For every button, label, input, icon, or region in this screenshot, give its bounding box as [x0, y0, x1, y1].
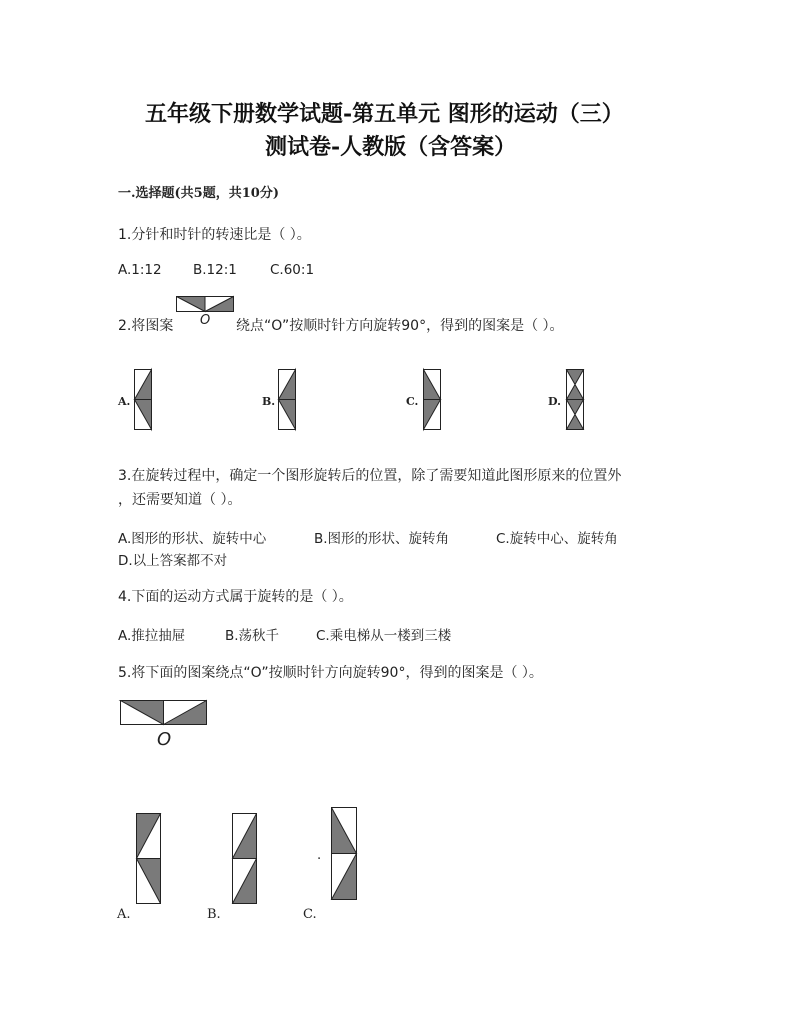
question-3-text-line1: 3.在旋转过程中，确定一个图形旋转后的位置，除了需要知道此图形原来的位置外 [118, 468, 622, 484]
question-2-pattern [176, 296, 234, 312]
question-5-option-b-figure [232, 813, 257, 905]
question-3-option-c: C.旋转中心、旋转角 [496, 531, 618, 547]
question-4-option-b: B.荡秋千 [225, 628, 280, 644]
question-1-text: 1.分针和时针的转速比是（ ）。 [118, 227, 311, 243]
question-5-option-c-label: C. [303, 907, 317, 922]
question-5-option-c-figure [331, 807, 357, 901]
question-1-option-b: B.12:1 [193, 262, 237, 278]
question-2-option-c-figure [423, 369, 441, 430]
question-4-text: 4.下面的运动方式属于旋转的是（ ）。 [118, 589, 353, 605]
question-2-text-before: 2.将图案 [118, 318, 174, 334]
question-2-option-a-label: A. [118, 395, 131, 408]
question-1-option-a: A.1:12 [118, 262, 162, 278]
question-2-option-a-figure [134, 369, 152, 430]
question-5-stray-mark: . [317, 848, 322, 863]
question-2-option-d-figure [566, 369, 584, 430]
question-3-option-a: A.图形的形状、旋转中心 [118, 531, 267, 547]
question-3-option-d: D.以上答案都不对 [118, 553, 228, 569]
question-2-option-c-label: C. [406, 395, 419, 408]
question-3-text-line2: ，还需要知道（ ）。 [118, 492, 242, 508]
question-1-option-c: C.60:1 [270, 262, 315, 278]
question-5-point-o: O [157, 729, 172, 750]
question-2-point-o: O [200, 313, 211, 328]
question-4-option-a: A.推拉抽屉 [118, 628, 186, 644]
question-3-option-b: B.图形的形状、旋转角 [314, 531, 450, 547]
question-2-text-after: 绕点“O”按顺时针方向旋转90°，得到的图案是（ ）。 [236, 318, 564, 334]
page-title-line1: 五年级下册数学试题-第五单元 图形的运动（三） [145, 101, 624, 127]
question-5-option-a-label: A. [117, 907, 131, 922]
question-2-option-d-label: D. [548, 395, 561, 408]
question-5-option-b-label: B. [207, 907, 221, 922]
question-4-option-c: C.乘电梯从一楼到三楼 [316, 628, 452, 644]
question-5-text: 5.将下面的图案绕点“O”按顺时针方向旋转90°，得到的图案是（ ）。 [118, 665, 543, 681]
question-5-pattern [120, 700, 207, 726]
page-title-line2: 测试卷-人教版（含答案） [265, 134, 517, 160]
section-heading: 一.选择题(共5题，共10分) [118, 186, 279, 201]
question-5-option-a-figure [136, 813, 161, 905]
question-2-option-b-label: B. [262, 395, 276, 408]
question-2-option-b-figure [278, 369, 296, 430]
